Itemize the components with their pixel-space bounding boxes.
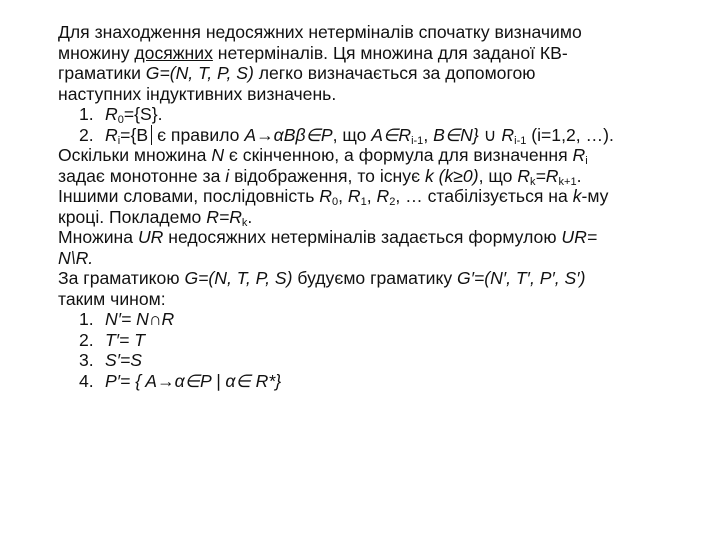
math: N\R. bbox=[58, 247, 94, 268]
text: -му bbox=[581, 186, 609, 206]
math: R bbox=[517, 165, 531, 186]
list-number: 3. bbox=[79, 350, 94, 370]
math: N′= N∩R bbox=[105, 309, 175, 329]
subscript: k bbox=[530, 175, 536, 188]
definition-2 bbox=[58, 125, 698, 146]
paragraph-construct-line-2 bbox=[58, 289, 698, 310]
text: множину bbox=[58, 42, 135, 63]
paragraph-intro-line-3 bbox=[58, 63, 698, 84]
subscript: k bbox=[241, 216, 248, 229]
paragraph-finite-line-1 bbox=[58, 145, 698, 166]
math: S′=S bbox=[105, 350, 143, 370]
text: , bbox=[338, 186, 348, 206]
paragraph-finite-line-4 bbox=[58, 207, 698, 228]
math: (i=1,2, …). bbox=[526, 124, 614, 145]
subscript: i-1 bbox=[514, 134, 527, 147]
paragraph-unreachable-line-2 bbox=[58, 248, 698, 269]
text: , що bbox=[478, 165, 518, 186]
list-number: 4. bbox=[79, 370, 94, 391]
math: k (k≥0) bbox=[424, 165, 479, 186]
text: будуємо граматику bbox=[292, 268, 458, 288]
subscript: k+1 bbox=[558, 175, 577, 188]
math: ∪ bbox=[478, 124, 502, 145]
math: A→αBβ∈P bbox=[244, 124, 333, 145]
subscript: i-1 bbox=[411, 134, 424, 147]
paragraph-construct-line-1 bbox=[58, 268, 698, 289]
subscript: 2 bbox=[389, 196, 396, 208]
math: ={B bbox=[120, 124, 149, 145]
text: є правило bbox=[157, 124, 245, 145]
math: R bbox=[105, 104, 118, 124]
text: Іншими словами, послідовність bbox=[58, 186, 320, 206]
math: R bbox=[319, 186, 332, 206]
text: , bbox=[423, 124, 434, 145]
paragraph-intro-line-1 bbox=[58, 22, 698, 43]
text: граматики bbox=[58, 63, 146, 83]
subscript: 0 bbox=[117, 114, 124, 126]
text: , bbox=[366, 186, 377, 206]
subscript: 0 bbox=[331, 196, 339, 208]
paragraph-unreachable-line-1 bbox=[58, 227, 698, 248]
math: ={S}. bbox=[123, 104, 163, 124]
subscript: i bbox=[585, 155, 588, 167]
paragraph-finite-line-2 bbox=[58, 166, 698, 187]
paragraph-intro-line-2 bbox=[58, 43, 698, 64]
math: R bbox=[105, 124, 118, 145]
text: недосяжних нетерміналів задається формулою bbox=[163, 227, 562, 247]
math: G′=(N′, T′, P′, S′) bbox=[457, 268, 586, 288]
text: кроці. Покладемо bbox=[58, 206, 207, 227]
text: Множина bbox=[58, 227, 138, 247]
paragraph-finite-line-3 bbox=[58, 186, 698, 207]
text: , що bbox=[332, 124, 372, 145]
math: UR bbox=[137, 227, 164, 247]
underlined-term: досяжних bbox=[134, 42, 213, 63]
text: нетерміналів. Ця множина для заданої КВ- bbox=[212, 42, 568, 63]
slide-content bbox=[58, 22, 698, 391]
math: =R bbox=[535, 165, 559, 186]
math: UR= bbox=[561, 227, 598, 247]
list-number: 1. bbox=[79, 104, 94, 124]
math: R=R bbox=[206, 206, 242, 227]
text: задає монотонне за bbox=[58, 165, 226, 186]
text: , … стабілізується на bbox=[395, 186, 573, 206]
math: k bbox=[572, 186, 582, 206]
text: легко визначається за допомогою bbox=[253, 63, 536, 83]
list-number: 1. bbox=[79, 309, 94, 329]
grammar-formula: G=(N, T, P, S) bbox=[145, 63, 254, 83]
math: B∈N} bbox=[433, 124, 479, 145]
text: . bbox=[247, 206, 253, 227]
definition-1 bbox=[58, 104, 698, 125]
text: Для знаходження недосяжних нетерміналів спочатку визначимо bbox=[58, 22, 582, 42]
math: R bbox=[347, 186, 361, 206]
math: P′= { A→α∈P | α∈ R*} bbox=[105, 370, 282, 391]
paragraph-intro-line-4 bbox=[58, 84, 698, 105]
text: За граматикою bbox=[58, 268, 185, 288]
text: Оскільки множина bbox=[58, 145, 212, 165]
list-number: 2. bbox=[79, 124, 94, 145]
list-item bbox=[58, 371, 698, 392]
text: таким чином: bbox=[58, 288, 166, 309]
subscript: 1 bbox=[360, 196, 367, 208]
text: є скінченною, а формула для визначення bbox=[224, 145, 573, 165]
math: G=(N, T, P, S) bbox=[184, 268, 293, 288]
subscript: i bbox=[117, 134, 121, 147]
math: R bbox=[376, 186, 390, 206]
math: R bbox=[501, 124, 515, 145]
math: i bbox=[225, 165, 230, 186]
math: N bbox=[211, 145, 225, 165]
list-item bbox=[58, 330, 698, 351]
text: наступних індуктивних визначень. bbox=[58, 83, 337, 104]
text: . bbox=[576, 165, 582, 186]
list-number: 2. bbox=[79, 329, 94, 350]
list-item bbox=[58, 309, 698, 330]
math: R bbox=[572, 145, 586, 165]
divider-bar bbox=[151, 125, 152, 145]
math: A∈R bbox=[371, 124, 412, 145]
text: відображення, то існує bbox=[229, 165, 425, 186]
list-item bbox=[58, 350, 698, 371]
math: T′= T bbox=[105, 329, 145, 350]
